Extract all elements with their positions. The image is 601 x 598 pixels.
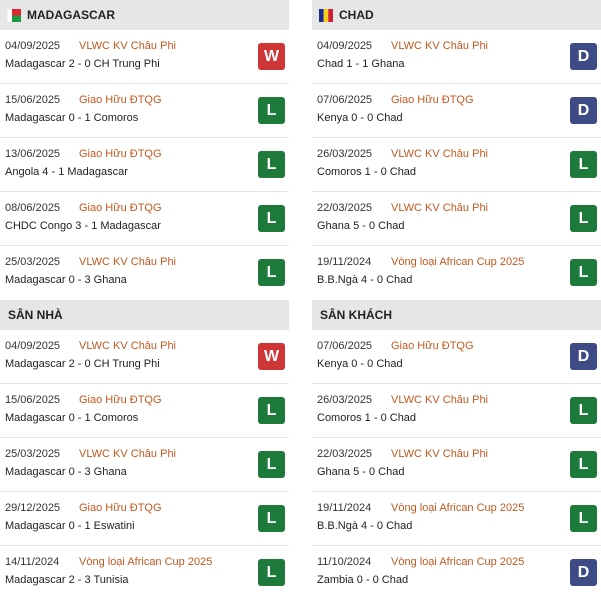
match-score: Comoros 1 - 0 Chad xyxy=(317,412,417,424)
match-score: Kenya 0 - 0 Chad xyxy=(317,112,403,124)
result-badge: L xyxy=(258,451,285,478)
match-score: Madagascar 0 - 3 Ghana xyxy=(5,274,127,286)
match-date: 29/12/2025 xyxy=(5,502,61,514)
match-date: 25/03/2025 xyxy=(5,256,61,268)
section-title: SÂN KHÁCH xyxy=(320,308,392,322)
competition-link[interactable]: Vòng loại African Cup 2025 xyxy=(391,556,525,568)
competition-link[interactable]: VLWC KV Châu Phi xyxy=(79,40,177,52)
competition-link[interactable]: Giao Hữu ĐTQG xyxy=(79,502,162,514)
match-score: Madagascar 0 - 1 Comoros xyxy=(5,412,139,424)
result-badge: L xyxy=(258,259,285,286)
match-row[interactable] xyxy=(312,192,601,246)
result-badge: L xyxy=(570,205,597,232)
match-date: 07/06/2025 xyxy=(317,340,373,352)
home-form-header xyxy=(0,300,289,330)
match-score: CHDC Congo 3 - 1 Madagascar xyxy=(5,220,161,232)
match-row[interactable] xyxy=(0,438,289,492)
competition-link[interactable]: VLWC KV Châu Phi xyxy=(391,394,489,406)
match-row[interactable] xyxy=(312,384,601,438)
result-badge: D xyxy=(570,559,597,586)
chad-flag-icon xyxy=(319,9,333,22)
result-badge: L xyxy=(570,505,597,532)
chad-form-header xyxy=(312,0,601,30)
result-badge: W xyxy=(258,343,285,370)
result-badge: D xyxy=(570,97,597,124)
match-date: 15/06/2025 xyxy=(5,394,61,406)
match-date: 14/11/2024 xyxy=(5,556,60,568)
result-badge: L xyxy=(570,259,597,286)
match-score: Ghana 5 - 0 Chad xyxy=(317,466,405,478)
match-row[interactable] xyxy=(0,384,289,438)
match-date: 15/06/2025 xyxy=(5,94,61,106)
section-title: SÂN NHÀ xyxy=(8,308,63,322)
match-date: 19/11/2024 xyxy=(317,256,372,268)
match-score: B.B.Ngà 4 - 0 Chad xyxy=(317,520,413,532)
competition-link[interactable]: VLWC KV Châu Phi xyxy=(391,202,489,214)
match-row[interactable] xyxy=(0,192,289,246)
match-row[interactable] xyxy=(312,492,601,546)
result-badge: L xyxy=(258,97,285,124)
competition-link[interactable]: Giao Hữu ĐTQG xyxy=(79,94,162,106)
match-score: Madagascar 0 - 1 Comoros xyxy=(5,112,139,124)
competition-link[interactable]: Vòng loại African Cup 2025 xyxy=(79,556,213,568)
match-row[interactable] xyxy=(0,492,289,546)
competition-link[interactable]: VLWC KV Châu Phi xyxy=(79,448,177,460)
madagascar-column xyxy=(0,0,289,598)
match-row[interactable] xyxy=(0,138,289,192)
match-date: 08/06/2025 xyxy=(5,202,61,214)
match-row[interactable] xyxy=(0,246,289,300)
match-row[interactable] xyxy=(312,246,601,300)
match-row[interactable] xyxy=(0,30,289,84)
competition-link[interactable]: VLWC KV Châu Phi xyxy=(391,448,489,460)
result-badge: L xyxy=(258,505,285,532)
section-title: MADAGASCAR xyxy=(27,8,115,22)
competition-link[interactable]: VLWC KV Châu Phi xyxy=(391,40,489,52)
match-score: Madagascar 0 - 1 Eswatini xyxy=(5,520,135,532)
match-row[interactable] xyxy=(312,546,601,598)
competition-link[interactable]: VLWC KV Châu Phi xyxy=(79,340,177,352)
result-badge: L xyxy=(258,397,285,424)
match-score: Comoros 1 - 0 Chad xyxy=(317,166,417,178)
result-badge: L xyxy=(570,151,597,178)
section-title: CHAD xyxy=(339,8,374,22)
result-badge: W xyxy=(258,43,285,70)
competition-link[interactable]: Giao Hữu ĐTQG xyxy=(79,394,162,406)
match-list xyxy=(0,330,289,598)
match-score: B.B.Ngà 4 - 0 Chad xyxy=(317,274,413,286)
match-row[interactable] xyxy=(0,330,289,384)
result-badge: L xyxy=(258,559,285,586)
match-date: 25/03/2025 xyxy=(5,448,61,460)
match-date: 22/03/2025 xyxy=(317,202,373,214)
match-date: 11/10/2024 xyxy=(317,556,372,568)
match-list xyxy=(0,30,289,300)
match-date: 04/09/2025 xyxy=(5,340,61,352)
match-score: Madagascar 2 - 0 CH Trung Phi xyxy=(5,358,160,370)
match-date: 26/03/2025 xyxy=(317,394,373,406)
match-date: 22/03/2025 xyxy=(317,448,373,460)
match-list xyxy=(312,30,601,300)
match-score: Madagascar 2 - 3 Tunisia xyxy=(5,574,129,586)
match-date: 26/03/2025 xyxy=(317,148,373,160)
match-date: 04/09/2025 xyxy=(5,40,61,52)
match-score: Kenya 0 - 0 Chad xyxy=(317,358,403,370)
competition-link[interactable]: Giao Hữu ĐTQG xyxy=(79,202,162,214)
away-form-header xyxy=(312,300,601,330)
match-score: Madagascar 0 - 3 Ghana xyxy=(5,466,127,478)
match-list xyxy=(312,330,601,598)
match-row[interactable] xyxy=(312,438,601,492)
result-badge: L xyxy=(570,397,597,424)
match-score: Madagascar 2 - 0 CH Trung Phi xyxy=(5,58,160,70)
match-row[interactable] xyxy=(312,30,601,84)
result-badge: L xyxy=(258,205,285,232)
result-badge: D xyxy=(570,343,597,370)
competition-link[interactable]: Vòng loại African Cup 2025 xyxy=(391,502,525,514)
match-score: Zambia 0 - 0 Chad xyxy=(317,574,409,586)
competition-link[interactable]: VLWC KV Châu Phi xyxy=(391,148,489,160)
match-score: Ghana 5 - 0 Chad xyxy=(317,220,405,232)
result-badge: D xyxy=(570,43,597,70)
match-score: Chad 1 - 1 Ghana xyxy=(317,58,405,70)
madagascar-form-header xyxy=(0,0,289,30)
chad-column xyxy=(312,0,601,598)
competition-link[interactable]: Giao Hữu ĐTQG xyxy=(79,148,162,160)
match-row[interactable] xyxy=(0,84,289,138)
match-row[interactable] xyxy=(312,138,601,192)
competition-link[interactable]: Giao Hữu ĐTQG xyxy=(391,340,474,352)
result-badge: L xyxy=(570,451,597,478)
match-score: Angola 4 - 1 Madagascar xyxy=(5,166,128,178)
match-row[interactable] xyxy=(312,84,601,138)
competition-link[interactable]: VLWC KV Châu Phi xyxy=(79,256,177,268)
match-date: 13/06/2025 xyxy=(5,148,61,160)
competition-link[interactable]: Vòng loại African Cup 2025 xyxy=(391,256,525,268)
match-date: 04/09/2025 xyxy=(317,40,373,52)
match-row[interactable] xyxy=(312,330,601,384)
match-row[interactable] xyxy=(0,546,289,598)
madagascar-flag-icon xyxy=(7,9,21,22)
competition-link[interactable]: Giao Hữu ĐTQG xyxy=(391,94,474,106)
result-badge: L xyxy=(258,151,285,178)
match-date: 07/06/2025 xyxy=(317,94,373,106)
match-date: 19/11/2024 xyxy=(317,502,372,514)
